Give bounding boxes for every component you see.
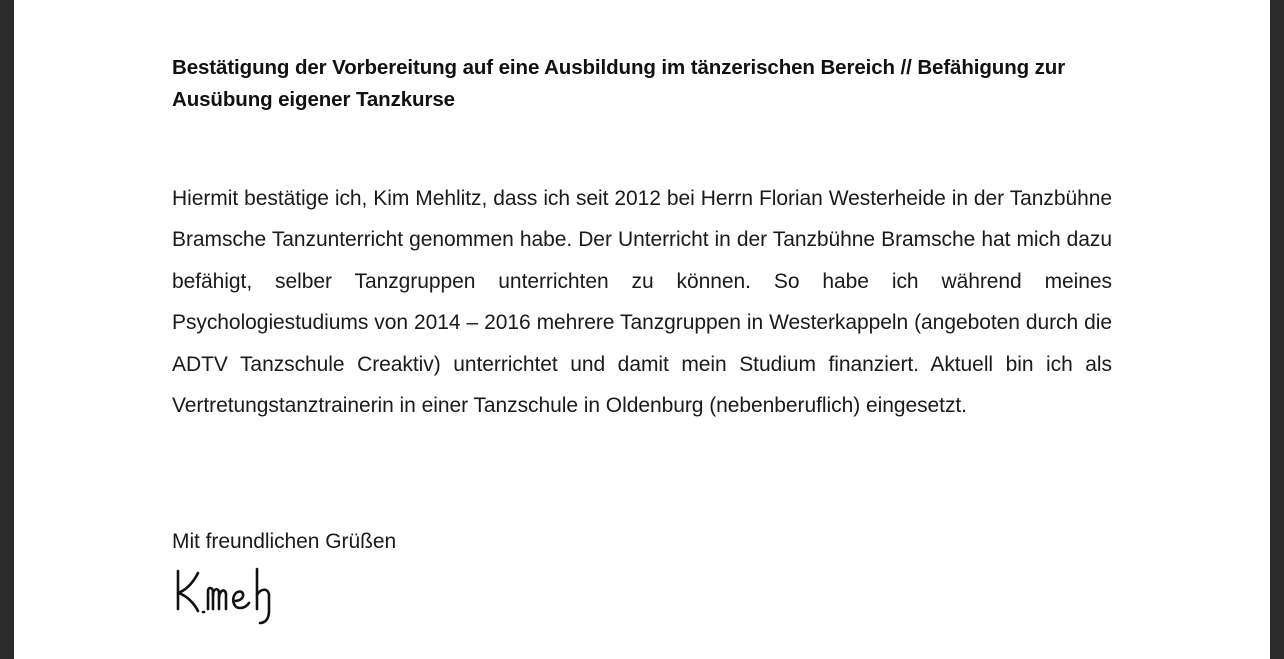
document-content-area	[14, 0, 1270, 627]
signature-image	[172, 559, 1112, 627]
left-page-gutter	[0, 0, 14, 659]
document-title: Bestätigung der Vorbereitung auf eine Ausbildung im tänzerischen Bereich // Befähigung zur Ausübung eigener Tanzkurse	[172, 56, 1066, 111]
document-page	[14, 0, 1270, 659]
document-closing-line: Mit freundlichen Grüßen	[172, 530, 397, 553]
document-body-paragraph: Hiermit bestätige ich, Kim Mehlitz, dass ich seit 2012 bei Herrn Florian Westerheide in der Tanzbühne Bramsche Tanzunterricht genommen habe. Der Unterricht in der Tanzbühne Bramsche hat mich dazu befähigt, selber Tanzgruppen unterrichten zu können. So habe ich während meines Psychologiestudiums von 2014 – 2016 mehrere Tanzgruppen in Westerkappeln (angeboten durch die ADTV Tanzschule Creaktiv) unterrichtet und damit mein Studium finanziert. Aktuell bin ich als Vertretungstanztrainerin in einer Tanzschule in Oldenburg (nebenberuflich) eingesetzt.	[172, 186, 1112, 418]
right-page-gutter	[1270, 0, 1284, 659]
